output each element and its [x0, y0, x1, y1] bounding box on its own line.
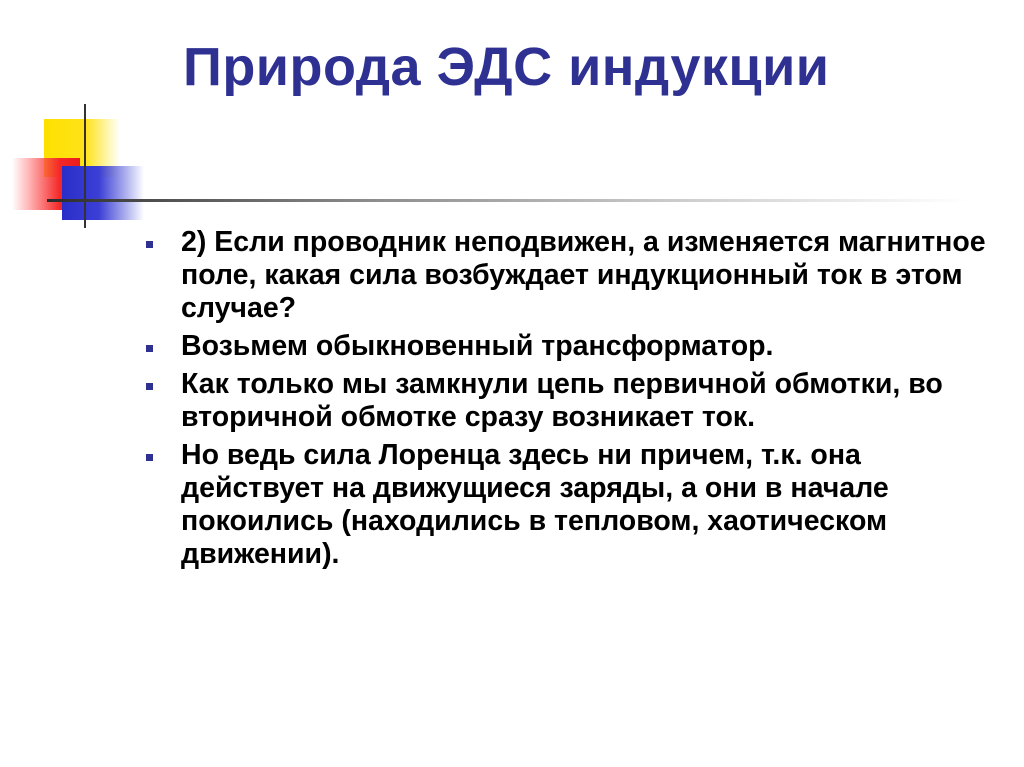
decorative-vertical-line [84, 104, 86, 228]
title-divider-line [47, 199, 967, 202]
bullet-item [140, 439, 1000, 571]
bullet-item [140, 368, 1000, 434]
bullet-text: 2) Если проводник неподвижен, а изменяется магнитное поле, какая сила возбуждает индукционный ток в этом случае? [181, 226, 986, 324]
bullet-text: Но ведь сила Лоренца здесь ни причем, т.к. она действует на движущиеся заряды, а они в начале покоились (находились в тепловом, хаотическом движении). [181, 439, 889, 570]
bullet-text: Возьмем обыкновенный трансформатор. [181, 330, 774, 362]
square-bullet-icon [146, 454, 153, 461]
slide-title: Природа ЭДС индукции [183, 37, 830, 97]
square-bullet-icon [146, 345, 153, 352]
square-bullet-icon [146, 383, 153, 390]
bullet-item [140, 330, 1000, 363]
bullet-text: Как только мы замкнули цепь первичной обмотки, во вторичной обмотке сразу возникает ток. [181, 368, 943, 433]
square-bullet-icon [146, 241, 153, 248]
decorative-blue-square [62, 166, 144, 220]
bullet-list [140, 226, 1000, 576]
bullet-item [140, 226, 1000, 325]
